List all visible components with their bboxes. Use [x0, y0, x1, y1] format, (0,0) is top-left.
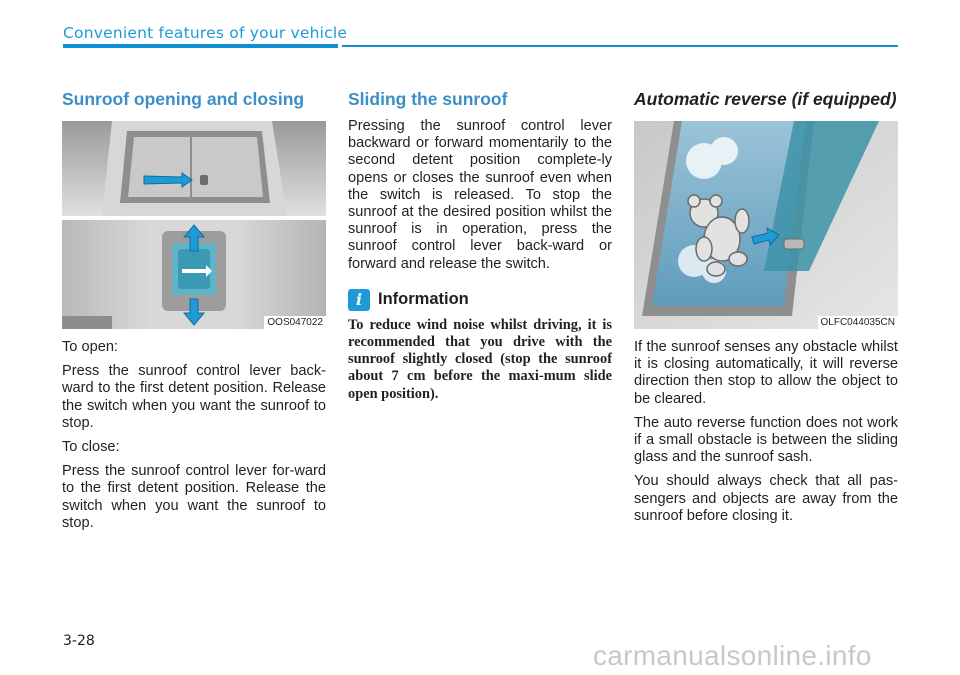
information-header — [348, 289, 612, 311]
heading-automatic-reverse: Automatic reverse (if equipped) — [634, 89, 897, 109]
column-sunroof-opening — [62, 88, 326, 539]
figure-sunroof-lever — [62, 121, 326, 329]
paragraph: Pressing the sunroof control lever backward or forward momentarily to the second detent position complete-ly opens or closes the sunroof even when the switch is released. To stop the sunroof at the desired position whilst the sunroof is in operation, press the sunroof control lever back-ward or forward and release the switch. — [348, 118, 612, 272]
paragraph: The auto reverse function does not work if a small obstacle is between the sliding glass and the sunroof sash. — [634, 414, 898, 466]
paragraph: To open: — [62, 339, 118, 355]
figure-sunroof-obstacle — [634, 121, 898, 329]
heading-sunroof-opening: Sunroof opening and closing — [62, 89, 305, 109]
page-number: 3-28 — [63, 633, 95, 649]
information-body: To reduce wind noise whilst driving, it is recommended that you drive with the sunroof slightly closed (stop the sunroof about 7 cm before the maxi-mum slide open position). — [348, 316, 612, 402]
sunroof-lever-illustration — [62, 121, 326, 329]
sunroof-obstacle-illustration — [634, 121, 898, 329]
paragraph: Press the sunroof control lever for-ward to the first detent position. Release the switch when you want the sunroof to stop. — [62, 463, 326, 531]
information-title: Information — [378, 290, 469, 309]
figure-code: OOS047022 — [264, 316, 326, 329]
figure-code: OLFC044035CN — [818, 316, 898, 329]
paragraph: You should always check that all pas-sengers and objects are away from the sunroof before closing it. — [634, 473, 898, 524]
column-automatic-reverse — [634, 88, 898, 532]
column-sliding-sunroof — [348, 88, 612, 403]
paragraph: To close: — [62, 439, 120, 456]
info-icon: i — [348, 289, 370, 311]
section-header-title: Convenient features of your vehicle — [63, 24, 348, 42]
header-rule-thin — [342, 45, 898, 47]
paragraph: Press the sunroof control lever back-ward to the first detent position. Release the switch when you want the sunroof to stop. — [62, 363, 326, 431]
header-rule-thick — [63, 44, 338, 48]
watermark-text: carmanualsonline.info — [593, 640, 872, 671]
heading-sliding-sunroof: Sliding the sunroof — [348, 89, 508, 109]
paragraph: If the sunroof senses any obstacle whilst it is closing automatically, it will reverse direction then stop to allow the object to be cleared. — [634, 339, 898, 407]
